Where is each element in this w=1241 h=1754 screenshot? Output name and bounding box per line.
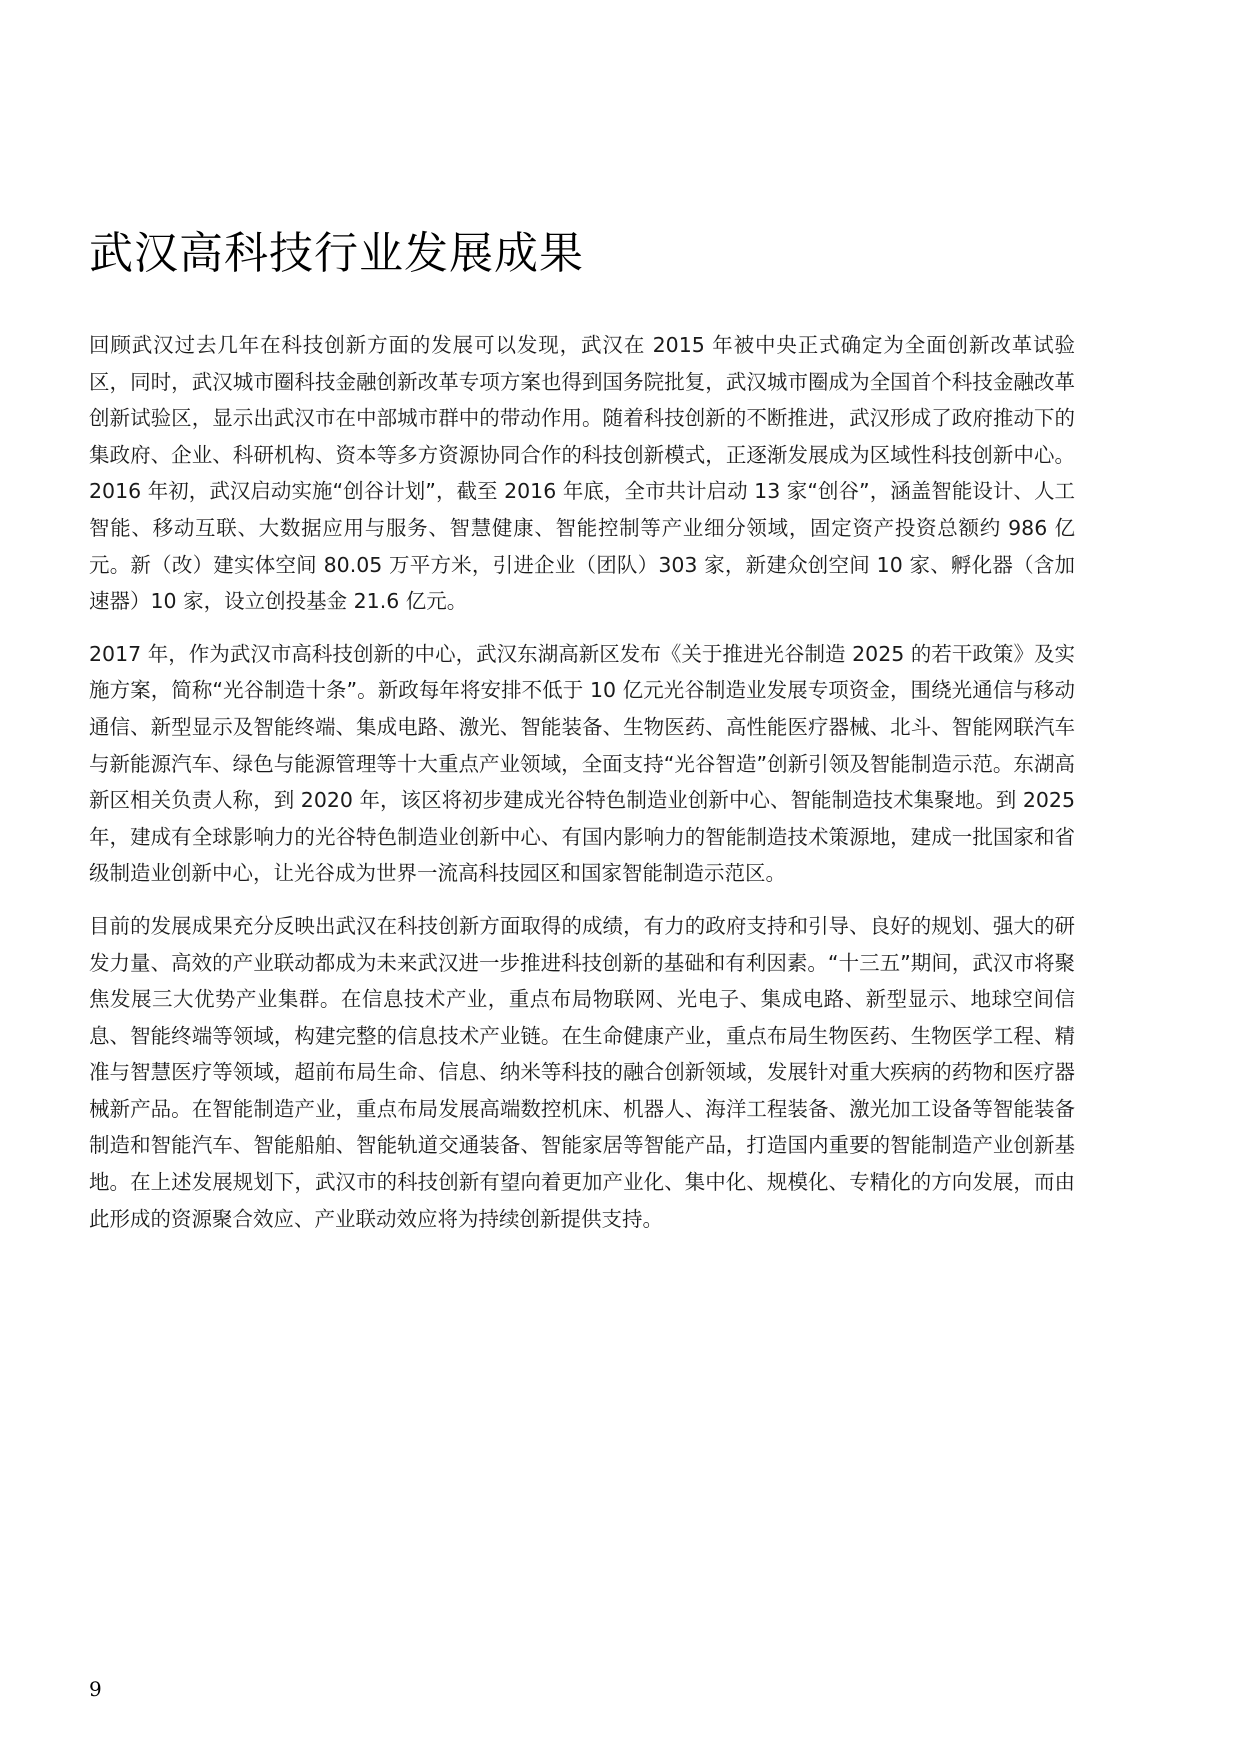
page-number: 9 xyxy=(89,1677,102,1701)
paragraph-3: 目前的发展成果充分反映出武汉在科技创新方面取得的成绩，有力的政府支持和引导、良好的规划、强大的研发力量、高效的产业联动都成为未来武汉进一步推进科技创新的基础和有利因素。“十三五”期间，武汉市将聚焦发展三大优势产业集群。在信息技术产业，重点布局物联网、光电子、集成电路、新型显示、地球空间信息、智能终端等领域，构建完整的信息技术产业链。在生命健康产业，重点布局生物医药、生物医学工程、精准与智慧医疗等领域，超前布局生命、信息、纳米等科技的融合创新领域，发展针对重大疾病的药物和医疗器械新产品。在智能制造产业，重点布局发展高端数控机床、机器人、海洋工程装备、激光加工设备等智能装备制造和智能汽车、智能船舶、智能轨道交通装备、智能家居等智能产品，打造国内重要的智能制造产业创新基地。在上述发展规划下，武汉市的科技创新有望向着更加产业化、集中化、规模化、专精化的方向发展，而由此形成的资源聚合效应、产业联动效应将为持续创新提供支持。 xyxy=(89,913,1075,1231)
paragraph-1: 回顾武汉过去几年在科技创新方面的发展可以发现，武汉在 2015 年被中央正式确定为全面创新改革试验区，同时，武汉城市圈科技金融创新改革专项方案也得到国务院批复，武汉城市圈成为全国首个科技金融改革创新试验区，显示出武汉市在中部城市群中的带动作用。随着科技创新的不断推进，武汉形成了政府推动下的集政府、企业、科研机构、资本等多方资源协同合作的科技创新模式，正逐渐发展成为区域性科技创新中心。2016 年初，武汉启动实施“创谷计划”，截至 2016 年底，全市共计启动 13 家“创谷”，涵盖智能设计、人工智能、移动互联、大数据应用与服务、智慧健康、智能控制等产业细分领域，固定资产投资总额约 986 亿元。新（改）建实体空间 80.05 万平方米，引进企业（团队）303 家，新建众创空间 10 家、孵化器（含加速器）10 家，设立创投基金 21.6 亿元。 xyxy=(89,333,1075,614)
page-title: 武汉高科技行业发展成果 xyxy=(89,228,584,279)
paragraph-2: 2017 年，作为武汉市高科技创新的中心，武汉东湖高新区发布《关于推进光谷制造 2025 的若干政策》及实施方案，简称“光谷制造十条”。新政每年将安排不低于 10 亿元光谷制造业发展专项资金，围绕光通信与移动通信、新型显示及智能终端、集成电路、激光、智能装备、生物医药、高性能医疗器械、北斗、智能网联汽车与新能源汽车、绿色与能源管理等十大重点产业领域，全面支持“光谷智造”创新引领及智能制造示范。东湖高新区相关负责人称，到 2020 年，该区将初步建成光谷特色制造业创新中心、智能制造技术集聚地。到 2025 年，建成有全球影响力的光谷特色制造业创新中心、有国内影响力的智能制造技术策源地，建成一批国家和省级制造业创新中心，让光谷成为世界一流高科技园区和国家智能制造示范区。 xyxy=(89,641,1075,886)
body-text xyxy=(89,327,1075,1253)
